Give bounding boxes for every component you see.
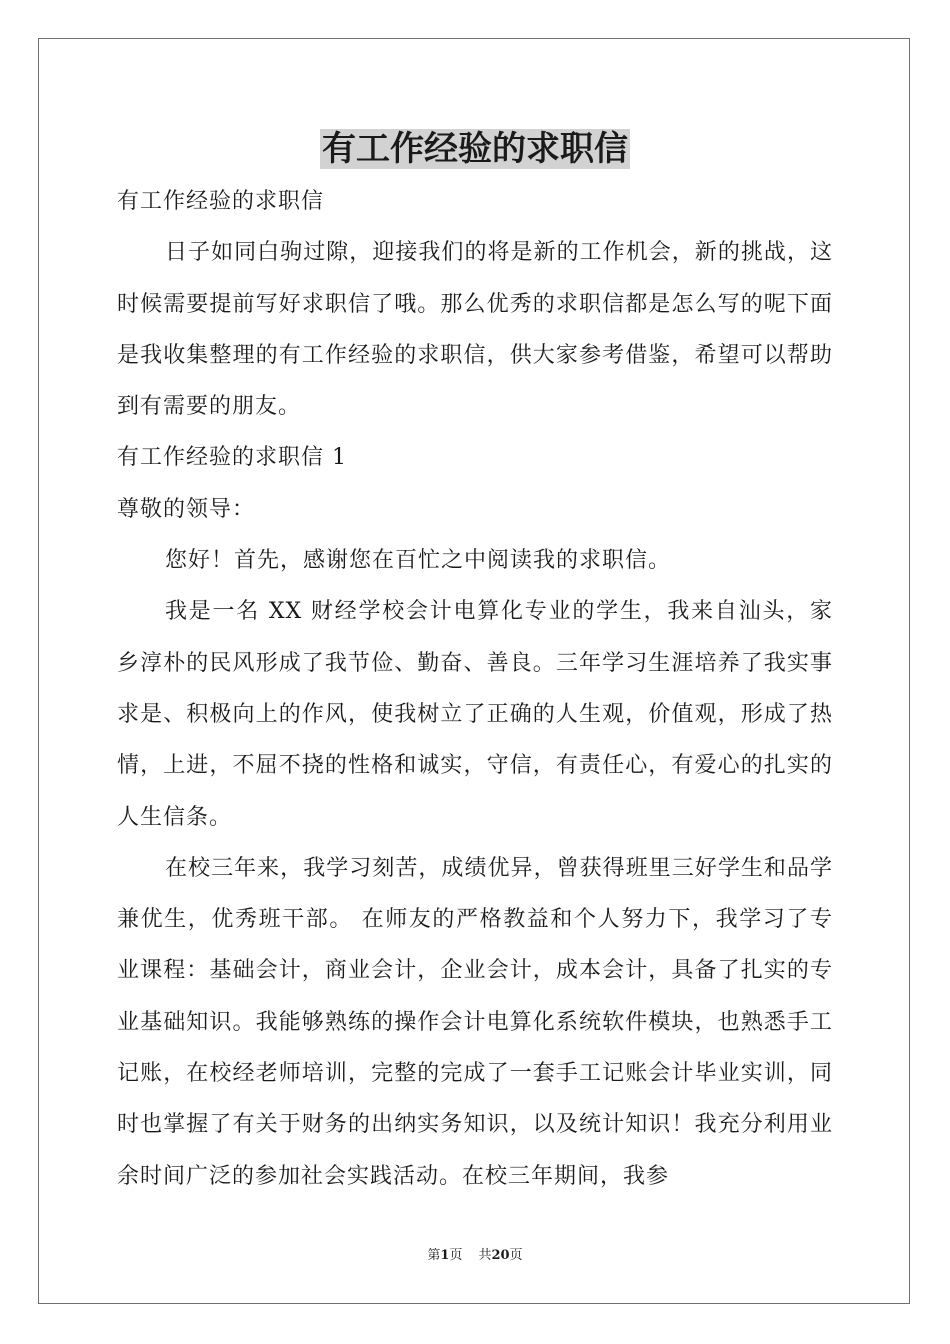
paragraph-subtitle: 有工作经验的求职信 bbox=[117, 189, 325, 214]
paragraph-intro: 日子如同白驹过隙，迎接我们的将是新的工作机会，新的挑战，这时候需要提前写好求职信了哦。那么优秀的求职信都是怎么写的呢下面是我收集整理的有工作经验的求职信，供大家参考借鉴，希望可以帮助到有需要的朋友。 bbox=[117, 240, 833, 420]
footer-total-prefix: 共 bbox=[478, 1248, 492, 1263]
document-body bbox=[117, 176, 833, 1202]
document-title bbox=[0, 124, 950, 174]
document-title-text: 有工作经验的求职信 bbox=[322, 129, 628, 169]
footer-page-prefix: 第 bbox=[427, 1248, 441, 1263]
footer-page-current: 1 bbox=[440, 1248, 450, 1263]
footer-page-suffix: 页 bbox=[449, 1248, 463, 1263]
footer-total-suffix: 页 bbox=[509, 1248, 523, 1263]
paragraph-salutation: 尊敬的领导： bbox=[117, 496, 256, 522]
paragraph-self-introduction: 我是一名 XX 财经学校会计电算化专业的学生，我来自汕头，家乡淳朴的民风形成了我节俭、勤奋、善良。三年学习生涯培养了我实事求是、积极向上的作风，使我树立了正确的人生观，价值观，形成了热情，上进，不屈不挠的性格和诚实，守信，有责任心，有爱心的扎实的人生信条。 bbox=[117, 599, 833, 830]
page-footer bbox=[0, 1246, 950, 1266]
paragraph-greeting: 您好！首先，感谢您在百忙之中阅读我的求职信。 bbox=[165, 548, 672, 574]
paragraph-letter-heading: 有工作经验的求职信 1 bbox=[117, 445, 347, 471]
paragraph-school-experience: 在校三年来，我学习刻苦，成绩优异，曾获得班里三好学生和品学兼优生，优秀班干部。 在师友的严格教益和个人努力下，我学习了专业课程：基础会计，商业会计，企业会计，成本会计，具备了扎实的专业基础知识。我能够熟练的操作会计电算化系统软件模块，也熟悉手工记账，在校经老师培训，完整的完成了一套手工记账会计毕业实训，同时也掌握了有关于财务的出纳实务知识，以及统计知识！我充分利用业余时间广泛的参加社会实践活动。在校三年期间，我参 bbox=[117, 855, 833, 1189]
footer-page-total: 20 bbox=[491, 1248, 510, 1263]
